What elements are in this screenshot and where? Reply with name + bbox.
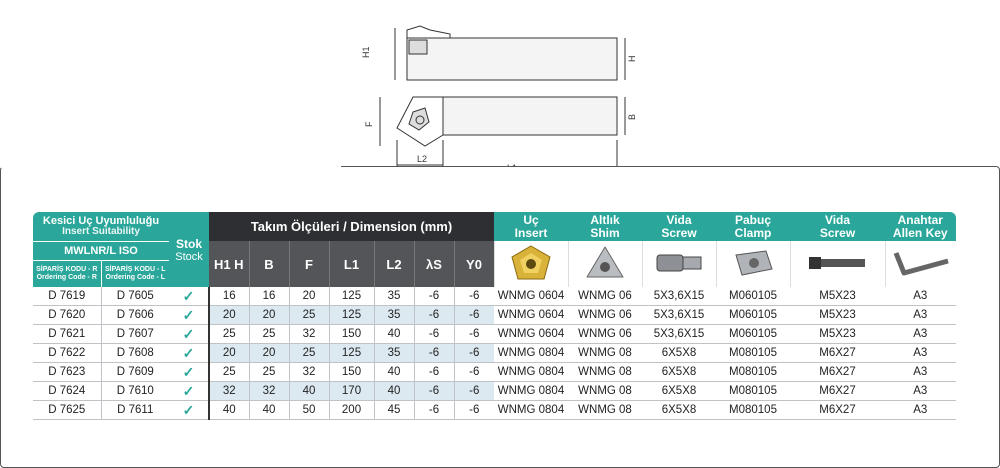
table-row — [33, 363, 956, 382]
code-r-cell: D 7621 — [33, 325, 101, 344]
dim-header-l1: L1 — [329, 241, 374, 287]
dim-cell: 35 — [374, 344, 414, 363]
shim-cell: WNMG 08 — [568, 344, 642, 363]
screw-cell: 5X3,6X15 — [642, 325, 716, 344]
code-l-cell: D 7609 — [101, 363, 169, 382]
screw-cell: 6X5X8 — [642, 344, 716, 363]
dim-cell: 32 — [289, 363, 329, 382]
frame-mask — [1, 160, 341, 168]
clamp-cell: M080105 — [716, 401, 790, 420]
product-table — [33, 212, 956, 420]
screw-cell: 6X5X8 — [642, 401, 716, 420]
table-body — [33, 287, 956, 420]
dimension-header — [209, 212, 494, 241]
screw-icon — [649, 243, 709, 283]
stock-subtitle: Stock — [175, 250, 203, 263]
screw2-cell: M5X23 — [790, 325, 885, 344]
allen-key-icon — [886, 243, 956, 283]
dim-cell: -6 — [414, 382, 454, 401]
table-row — [33, 325, 956, 344]
screw2-cell: M6X27 — [790, 401, 885, 420]
screw2-cell: M6X27 — [790, 344, 885, 363]
product-header-key: Anahtar Allen Key — [885, 212, 956, 241]
table-row — [33, 401, 956, 420]
product-header-insert: Uç Insert — [494, 212, 568, 241]
dimension-title-rest: / Dimension (mm) — [339, 219, 453, 234]
dim-cell: 25 — [249, 325, 289, 344]
clamp-cell: M080105 — [716, 382, 790, 401]
key-cell: A3 — [885, 401, 956, 420]
insert-cell: WNMG 0604 — [494, 287, 568, 306]
product-header-screw: Vida Screw — [642, 212, 716, 241]
dim-cell: 40 — [289, 382, 329, 401]
dim-cell: -6 — [454, 344, 494, 363]
dim-cell: 150 — [329, 325, 374, 344]
stock-title: Stok — [175, 236, 202, 251]
long-screw-image — [790, 241, 885, 287]
stock-header — [169, 212, 209, 287]
dim-cell: 16 — [209, 287, 249, 306]
dim-cell: -6 — [454, 306, 494, 325]
code-l-header: SİPARİŞ KODU - L Ordering Code - L — [101, 260, 169, 287]
product-header-clamp: Pabuç Clamp — [716, 212, 790, 241]
key-cell: A3 — [885, 344, 956, 363]
clamp-cell: M060105 — [716, 287, 790, 306]
dim-cell: 150 — [329, 363, 374, 382]
insert-cell: WNMG 0804 — [494, 344, 568, 363]
dim-cell: -6 — [454, 325, 494, 344]
clamp-cell: M080105 — [716, 344, 790, 363]
code-l-cell: D 7605 — [101, 287, 169, 306]
insert-cell: WNMG 0804 — [494, 382, 568, 401]
dim-cell: 40 — [374, 382, 414, 401]
dim-cell: 20 — [249, 306, 289, 325]
dim-cell: -6 — [414, 325, 454, 344]
dim-header-l2: L2 — [374, 241, 414, 287]
code-r-cell: D 7625 — [33, 401, 101, 420]
stock-check: ✓ — [169, 287, 209, 306]
table-row — [33, 287, 956, 306]
dim-cell: 40 — [374, 325, 414, 344]
insert-cell: WNMG 0804 — [494, 401, 568, 420]
key-cell: A3 — [885, 363, 956, 382]
dim-cell: 125 — [329, 344, 374, 363]
code-r-cell: D 7624 — [33, 382, 101, 401]
dim-label-b: B — [627, 113, 637, 120]
screw-image — [642, 241, 716, 287]
stock-check: ✓ — [169, 325, 209, 344]
code-l-cell: D 7610 — [101, 382, 169, 401]
key-cell: A3 — [885, 325, 956, 344]
dim-cell: 20 — [209, 306, 249, 325]
code-l-cell: D 7611 — [101, 401, 169, 420]
dim-cell: 20 — [209, 344, 249, 363]
holder-type: MWLNR/L ISO — [33, 241, 169, 260]
shim-cell: WNMG 08 — [568, 382, 642, 401]
screw2-cell: M5X23 — [790, 306, 885, 325]
insert-icon — [508, 243, 554, 283]
dim-cell: 40 — [209, 401, 249, 420]
code-r-cell: D 7623 — [33, 363, 101, 382]
dim-label-f: F — [364, 121, 374, 127]
dim-cell: 35 — [374, 287, 414, 306]
dim-cell: 25 — [209, 325, 249, 344]
dim-cell: 35 — [374, 306, 414, 325]
stock-check: ✓ — [169, 382, 209, 401]
dim-header-y0: Y0 — [454, 241, 494, 287]
shim-cell: WNMG 08 — [568, 363, 642, 382]
screw2-cell: M5X23 — [790, 287, 885, 306]
table-row — [33, 382, 956, 401]
code-r-header: SİPARİŞ KODU - R Ordering Code - R — [33, 260, 101, 287]
dim-cell: 170 — [329, 382, 374, 401]
dim-cell: 125 — [329, 287, 374, 306]
shim-cell: WNMG 08 — [568, 401, 642, 420]
dim-label-h: H — [627, 55, 637, 62]
dim-cell: -6 — [454, 382, 494, 401]
dim-cell: -6 — [414, 344, 454, 363]
clamp-cell: M080105 — [716, 363, 790, 382]
dim-cell: 40 — [249, 401, 289, 420]
product-header-screw2: Vida Screw — [790, 212, 885, 241]
dim-cell: 125 — [329, 306, 374, 325]
shim-cell: WNMG 06 — [568, 325, 642, 344]
code-l-cell: D 7608 — [101, 344, 169, 363]
dim-cell: 40 — [374, 363, 414, 382]
dim-cell: 25 — [209, 363, 249, 382]
dim-cell: -6 — [414, 287, 454, 306]
dim-cell: 16 — [249, 287, 289, 306]
stock-check: ✓ — [169, 306, 209, 325]
code-r-cell: D 7620 — [33, 306, 101, 325]
dim-cell: 20 — [249, 344, 289, 363]
shim-icon — [582, 243, 628, 283]
code-l-cell: D 7606 — [101, 306, 169, 325]
suitability-subtitle: Insert Suitability — [62, 225, 140, 237]
insert-cell: WNMG 0604 — [494, 306, 568, 325]
code-r-cell: D 7619 — [33, 287, 101, 306]
table-row — [33, 306, 956, 325]
dim-cell: -6 — [414, 401, 454, 420]
insert-cell: WNMG 0604 — [494, 325, 568, 344]
dim-cell: 45 — [374, 401, 414, 420]
shim-cell: WNMG 06 — [568, 287, 642, 306]
dim-cell: 20 — [289, 287, 329, 306]
shim-cell: WNMG 06 — [568, 306, 642, 325]
dim-label-l2: L2 — [417, 154, 428, 164]
screw-cell: 6X5X8 — [642, 382, 716, 401]
suitability-title: Kesici Uç Uyumluluğu — [42, 214, 160, 227]
stock-check: ✓ — [169, 363, 209, 382]
dim-cell: 32 — [209, 382, 249, 401]
allen-key-image — [885, 241, 956, 287]
screw-cell: 5X3,6X15 — [642, 287, 716, 306]
code-r-cell: D 7622 — [33, 344, 101, 363]
clamp-image — [716, 241, 790, 287]
code-l-cell: D 7607 — [101, 325, 169, 344]
dim-header-ls: λS — [414, 241, 454, 287]
key-cell: A3 — [885, 306, 956, 325]
product-header-shim: Altlık Shim — [568, 212, 642, 241]
dim-label-h1: H1 — [361, 46, 371, 58]
dim-cell: 50 — [289, 401, 329, 420]
screw2-cell: M6X27 — [790, 363, 885, 382]
dim-cell: -6 — [414, 306, 454, 325]
tool-holder-drawing — [325, 0, 660, 182]
insert-image — [494, 241, 568, 287]
clamp-icon — [728, 243, 778, 283]
dim-cell: 32 — [289, 325, 329, 344]
shim-image — [568, 241, 642, 287]
stock-check: ✓ — [169, 401, 209, 420]
key-cell: A3 — [885, 382, 956, 401]
dim-cell: 25 — [289, 306, 329, 325]
dim-cell: 25 — [249, 363, 289, 382]
dim-cell: 200 — [329, 401, 374, 420]
dim-cell: 25 — [289, 344, 329, 363]
suitability-header — [33, 212, 169, 241]
dim-header-f: F — [289, 241, 329, 287]
dim-cell: 32 — [249, 382, 289, 401]
dim-cell: -6 — [454, 401, 494, 420]
dimension-title-bold: Takım Ölçüleri — [250, 219, 340, 234]
dim-cell: -6 — [414, 363, 454, 382]
dim-header-h1h: H1 H — [209, 241, 249, 287]
dim-cell: -6 — [454, 287, 494, 306]
dim-header-b: B — [249, 241, 289, 287]
insert-cell: WNMG 0804 — [494, 363, 568, 382]
screw2-cell: M6X27 — [790, 382, 885, 401]
screw-cell: 6X5X8 — [642, 363, 716, 382]
dim-cell: -6 — [454, 363, 494, 382]
clamp-cell: M060105 — [716, 325, 790, 344]
long-screw-icon — [803, 243, 873, 283]
clamp-cell: M060105 — [716, 306, 790, 325]
screw-cell: 5X3,6X15 — [642, 306, 716, 325]
table-row — [33, 344, 956, 363]
stock-check: ✓ — [169, 344, 209, 363]
key-cell: A3 — [885, 287, 956, 306]
technical-drawing — [325, 0, 660, 182]
